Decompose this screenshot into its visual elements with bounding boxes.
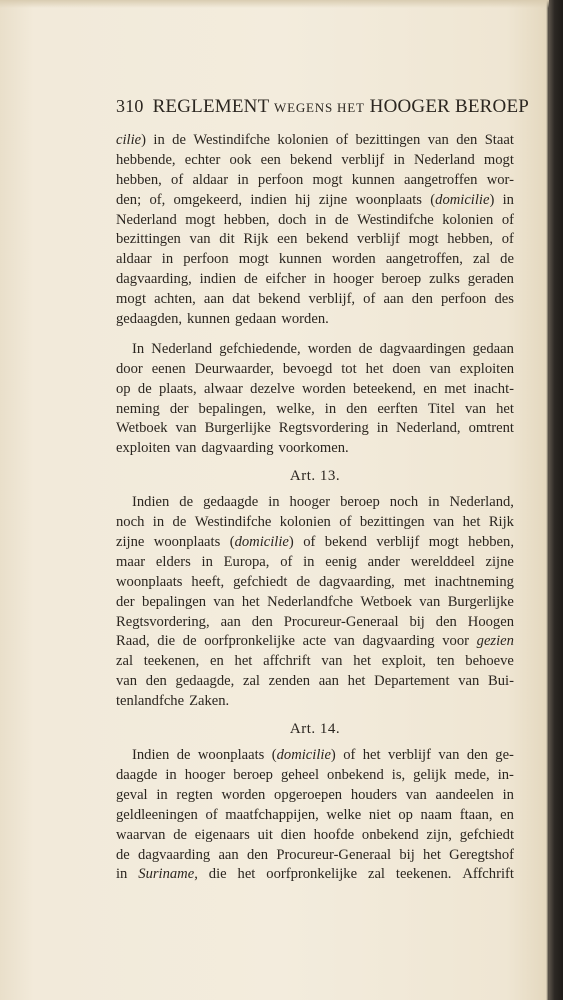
- text-line: bezittingen van dit Rijk een bekend verblijf mogt hebben, of: [116, 231, 514, 248]
- article-heading: Art. 13.: [289, 468, 341, 485]
- text-line: daagde in hooger beroep geheel onbekend is, gelijk mede, in-: [116, 766, 514, 783]
- text-line: woonplaats heeft, gefchiedt de dagvaarding, met inachtneming: [116, 573, 514, 590]
- page-number: 310: [116, 96, 144, 116]
- header-title-part3: HOOGER BEROEP: [369, 96, 530, 117]
- header-title-part2: WEGENS HET: [274, 100, 365, 115]
- text-line: In Nederland gefchiedende, worden de dagvaardingen gedaan: [132, 340, 514, 357]
- text-line: neming der bepalingen, welke, in den eerften Titel van het: [116, 400, 514, 417]
- text-line: Raad, die de oorfpronkelijke acte van dagvaarding voor gezien: [116, 633, 514, 650]
- text-line: Regtsvordering, aan den Procureur-Generaal bij den Hoogen: [116, 613, 514, 630]
- text-line: cilie) in de Westindifche kolonien of bezittingen van den Staat: [116, 132, 514, 148]
- text-line: mogt achten, aan dat bekend verblijf, of aan den perfoon des: [116, 291, 514, 308]
- book-binding-edge: [549, 0, 563, 1000]
- text-line: door eenen Deurwaarder, bevoegd tot het doen van exploiten: [116, 360, 514, 377]
- text-line: geval in regten worden opgeroepen houders van aandeelen in: [116, 786, 514, 803]
- text-line: der bepalingen van het Nederlandfche Wetboek van Burgerlijke: [116, 593, 514, 610]
- text-line: exploiten van dagvaarding voorkomen.: [116, 440, 349, 457]
- header-title-part1: REGLEMENT: [152, 96, 270, 117]
- page-top-edge: [0, 0, 563, 8]
- article-heading: Art. 14.: [289, 721, 341, 738]
- text-line: Nederland mogt hebben, doch in de Westindifche kolonien of: [116, 211, 514, 228]
- text-line: gedaagden, kunnen gedaan worden.: [116, 311, 329, 328]
- running-header: [116, 96, 530, 118]
- text-line: zijne woonplaats (domicilie) of bekend verblijf mogt hebben,: [116, 534, 514, 551]
- body-text: [116, 131, 514, 885]
- text-line: noch in de Westindifche kolonien of bezittingen van het Rijk: [116, 514, 514, 531]
- text-line: Indien de gedaagde in hooger beroep noch in Nederland,: [132, 494, 514, 511]
- text-line: van den gedaagde, zal zenden aan het Departement van Bui-: [116, 673, 514, 690]
- text-line: Wetboek van Burgerlijke Regtsvordering in Nederland, omtrent: [116, 420, 514, 437]
- text-line: aldaar in perfoon mogt kunnen worden aangetroffen, zal de: [116, 251, 514, 268]
- text-line: hebbende, echter ook een bekend verblijf in Nederland mogt: [116, 151, 514, 168]
- text-line: tenlandfche Zaken.: [116, 693, 230, 710]
- text-line: den; of, omgekeerd, indien hij zijne woonplaats (domicilie) in: [116, 191, 514, 208]
- text-line: geldleeningen of maatfchappijen, welke niet op naam ftaan, en: [116, 806, 514, 823]
- text-line: hebben, of aldaar in perfoon mogt kunnen aangetroffen wor-: [116, 171, 514, 188]
- text-line: Indien de woonplaats (domicilie) of het verblijf van den ge-: [132, 747, 514, 764]
- text-line: maar elders in Europa, of in eenig ander werelddeel zijne: [116, 553, 514, 570]
- text-line: op de plaats, alwaar dezelve worden beteekend, en met inacht-: [116, 380, 514, 397]
- text-line: waarvan de eigenaars uit dien hoofde onbekend zijn, gefchiedt: [116, 826, 514, 843]
- text-line: in Suriname, die het oorfpronkelijke zal teekenen. Affchrift: [116, 866, 514, 883]
- text-line: zal teekenen, en het affchrift van het exploit, ten behoeve: [116, 653, 514, 670]
- text-line: de dagvaarding aan den Procureur-Generaal bij het Geregtshof: [116, 846, 514, 863]
- text-line: dagvaarding, indien de eifcher in hooger beroep zulks geraden: [116, 271, 514, 288]
- paragraph-gap: [116, 330, 514, 340]
